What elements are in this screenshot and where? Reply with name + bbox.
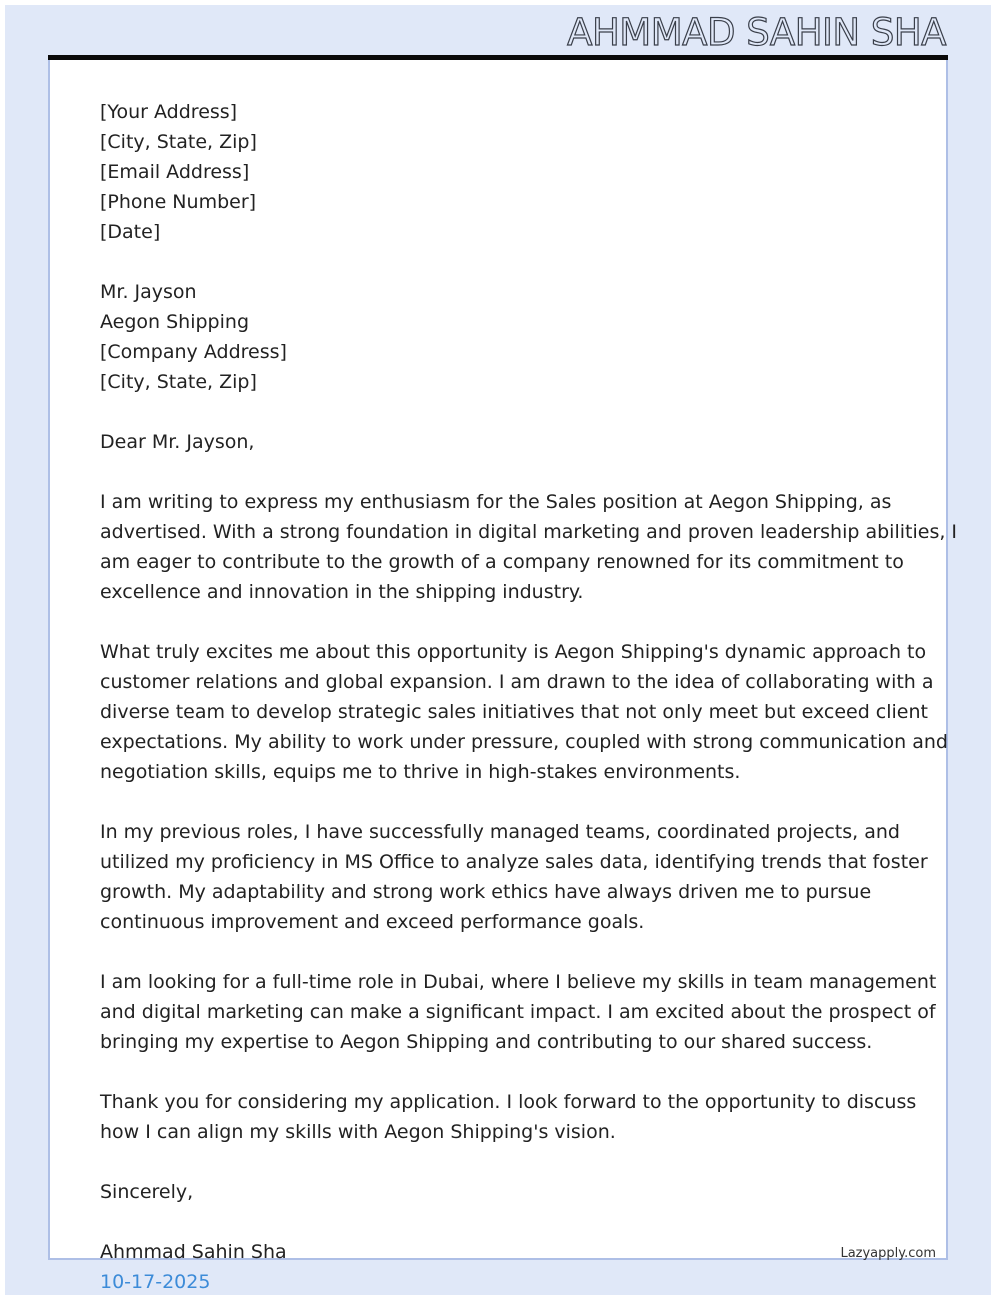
- paragraph-line: negotiation skills, equips me to thrive in high-stakes environments.: [100, 761, 741, 783]
- recipient-block: [100, 277, 900, 397]
- spacer: [100, 1057, 900, 1087]
- paragraph-line: Thank you for considering my application. I look forward to the opportunity to discuss: [100, 1091, 917, 1113]
- header-name: AHMMAD SAHIN SHA: [567, 11, 946, 54]
- spacer: [100, 457, 900, 487]
- sender-phone: [Phone Number]: [100, 191, 257, 213]
- cover-letter: [100, 97, 958, 1297]
- paragraph-line: customer relations and global expansion. I am drawn to the idea of collaborating with a: [100, 671, 934, 693]
- spacer: [100, 607, 900, 637]
- sender-address: [Your Address]: [100, 101, 238, 123]
- sender-email: [Email Address]: [100, 161, 250, 183]
- signature-name: Ahmmad Sahin Sha: [100, 1241, 287, 1263]
- sender-city-state-zip: [City, State, Zip]: [100, 131, 257, 153]
- paragraph-line: I am writing to express my enthusiasm for the Sales position at Aegon Shipping, as: [100, 491, 892, 513]
- paragraph-line: advertised. With a strong foundation in digital marketing and proven leadership abilities, I: [100, 521, 958, 543]
- paragraph-line: diverse team to develop strategic sales initiatives that not only meet but exceed client: [100, 701, 928, 723]
- recipient-company: Aegon Shipping: [100, 311, 250, 333]
- paragraph-line: utilized my proficiency in MS Office to analyze sales data, identifying trends that foster: [100, 851, 928, 873]
- recipient-name: Mr. Jayson: [100, 281, 197, 303]
- spacer: [100, 397, 900, 427]
- paragraph-line: growth. My adaptability and strong work ethics have always driven me to pursue: [100, 881, 872, 903]
- paragraph-line: I am looking for a full-time role in Dubai, where I believe my skills in team management: [100, 971, 937, 993]
- salutation: Dear Mr. Jayson,: [100, 431, 255, 453]
- sender-block: [100, 97, 900, 247]
- paragraph-line: continuous improvement and exceed performance goals.: [100, 911, 645, 933]
- paragraph-line: how I can align my skills with Aegon Shipping's vision.: [100, 1121, 616, 1143]
- body-paragraph-1: [100, 487, 958, 607]
- spacer: [100, 937, 900, 967]
- paragraph-line: am eager to contribute to the growth of a company renowned for its commitment to: [100, 551, 904, 573]
- spacer: [100, 247, 900, 277]
- recipient-address: [Company Address]: [100, 341, 287, 363]
- watermark: Lazyapply.com: [840, 1246, 936, 1261]
- sender-date: [Date]: [100, 221, 161, 243]
- body-paragraph-2: [100, 637, 948, 787]
- paragraph-line: bringing my expertise to Aegon Shipping and contributing to our shared success.: [100, 1031, 873, 1053]
- closing: Sincerely,: [100, 1181, 194, 1203]
- spacer: [100, 787, 900, 817]
- paragraph-line: What truly excites me about this opportunity is Aegon Shipping's dynamic approach to: [100, 641, 927, 663]
- spacer: [100, 1147, 900, 1177]
- paragraph-line: and digital marketing can make a significant impact. I am excited about the prospect of: [100, 1001, 936, 1023]
- paragraph-line: expectations. My ability to work under pressure, coupled with strong communication and: [100, 731, 948, 753]
- paragraph-line: In my previous roles, I have successfully managed teams, coordinated projects, and: [100, 821, 900, 843]
- body-paragraph-3: [100, 817, 928, 937]
- body-paragraph-5: [100, 1087, 917, 1147]
- body-paragraph-4: [100, 967, 937, 1057]
- paragraph-line: excellence and innovation in the shipping industry.: [100, 581, 584, 603]
- signature-date: 10-17-2025: [100, 1271, 211, 1293]
- spacer: [100, 1207, 900, 1237]
- recipient-city-state-zip: [City, State, Zip]: [100, 371, 257, 393]
